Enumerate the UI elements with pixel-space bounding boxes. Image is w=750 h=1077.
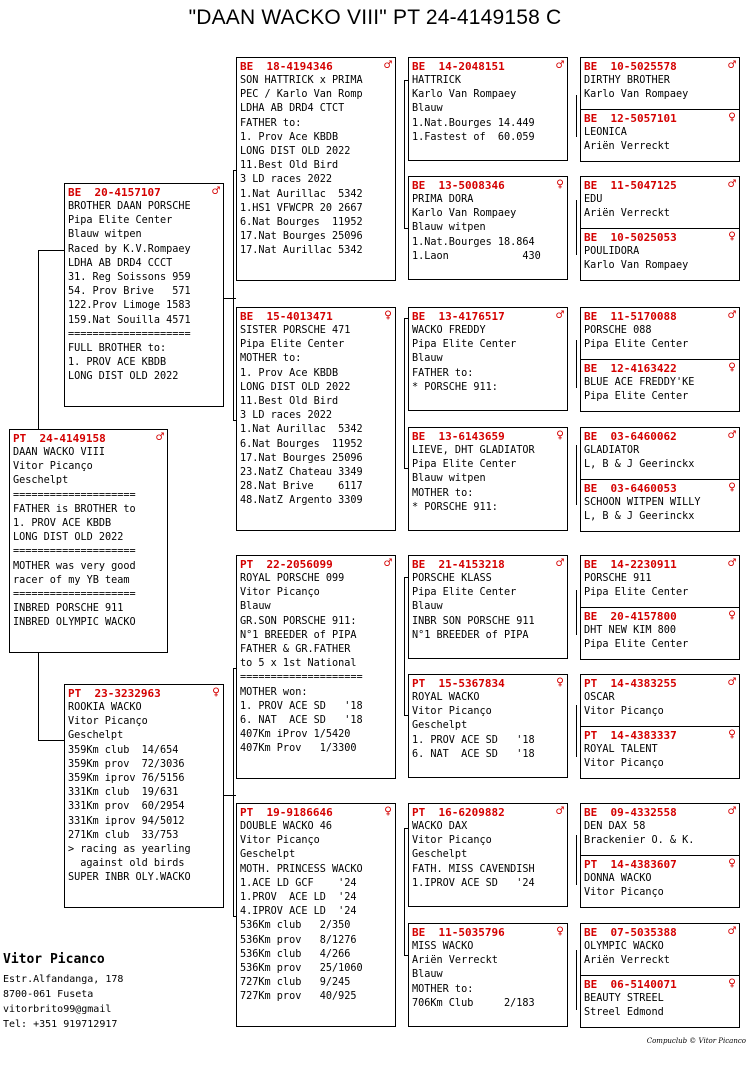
male-icon: ♂ <box>556 556 564 571</box>
pedigree-card-father[interactable] <box>64 183 224 407</box>
card-line: 359Km iprov 76/5156 <box>68 773 185 785</box>
pedigree-card-gen3[interactable] <box>408 803 568 907</box>
card-line: DEN DAX 58 <box>584 821 646 832</box>
female-icon: ♀ <box>556 675 564 690</box>
connector-line <box>576 705 577 757</box>
male-icon: ♂ <box>728 308 736 323</box>
pedigree-card-gen4[interactable] <box>580 479 740 532</box>
ring-number: BE 14-2230911 <box>584 558 677 571</box>
card-line: 1.IPROV ACE SD '24 <box>412 877 535 889</box>
card-line: SISTER PORSCHE 471 <box>240 325 351 336</box>
card-line: to 5 x 1st National <box>240 658 357 670</box>
card-line: N°1 BREEDER of PIPA <box>412 629 529 641</box>
card-line: GR.SON PORSCHE 911: <box>240 615 357 627</box>
card-line: 1.HS1 VFWCPR 20 2667 <box>240 202 363 214</box>
ring-number: PT 14-4383607 <box>584 858 677 871</box>
card-line: Blauw witpen <box>412 473 486 485</box>
male-icon: ♂ <box>556 58 564 73</box>
card-line: DIRTHY BROTHER <box>584 75 670 86</box>
connector-line <box>233 170 234 420</box>
card-line: FATH. MISS CAVENDISH <box>412 863 535 875</box>
male-icon: ♂ <box>728 675 736 690</box>
connector-line <box>404 80 405 228</box>
card-line: WACKO DAX <box>412 821 468 832</box>
card-line: MOTHER to: <box>240 353 302 365</box>
card-line: LONG DIST OLD 2022 <box>240 146 351 158</box>
card-line: GLADIATOR <box>584 445 640 456</box>
male-icon: ♂ <box>728 177 736 192</box>
connector-line <box>404 318 405 468</box>
card-line: Vitor Picanço <box>584 706 664 718</box>
ring-number: BE 13-5008346 <box>412 179 505 192</box>
pedigree-card-paternal-grandmother[interactable] <box>236 307 396 531</box>
card-line: 3 LD races 2022 <box>240 410 333 422</box>
connector-line <box>404 577 405 715</box>
connector-line <box>576 590 577 635</box>
card-line: BLUE ACE FREDDY'KE <box>584 377 695 388</box>
card-line: DHT NEW KIM 800 <box>584 625 677 636</box>
card-line: MOTHER to: <box>412 487 474 499</box>
card-line: 17.Nat Aurillac 5342 <box>240 245 363 257</box>
card-line: 3 LD races 2022 <box>240 174 333 186</box>
card-line: 727Km club 9/245 <box>240 977 351 989</box>
ring-number: PT 24-4149158 <box>13 432 106 445</box>
pedigree-card-gen3[interactable] <box>408 176 568 280</box>
connector-line <box>576 950 577 1010</box>
pedigree-card-gen4[interactable] <box>580 975 740 1028</box>
card-line: 536Km prov 25/1060 <box>240 963 363 975</box>
card-line: FATHER to: <box>412 367 474 379</box>
card-line: 159.Nat Souilla 4571 <box>68 314 191 326</box>
card-line: N°1 BREEDER of PIPA <box>240 629 357 641</box>
male-icon: ♂ <box>384 556 392 571</box>
pedigree-card-mother[interactable] <box>64 684 224 908</box>
female-icon: ♀ <box>212 685 220 700</box>
card-line: 48.NatZ Argento 3309 <box>240 495 363 507</box>
card-line: Pipa Elite Center <box>584 391 689 403</box>
card-line: against old birds <box>68 858 185 870</box>
card-line: FATHER to: <box>240 117 302 129</box>
card-line: Pipa Elite Center <box>68 215 173 227</box>
card-line: Pipa Elite Center <box>412 459 517 471</box>
card-line: 359Km club 14/654 <box>68 744 179 756</box>
male-icon: ♂ <box>556 308 564 323</box>
card-line: Vitor Picanço <box>240 835 320 847</box>
card-line: SCHOON WITPEN WILLY <box>584 497 701 508</box>
card-line: PORSCHE 911 <box>584 573 652 584</box>
ring-number: PT 23-3232963 <box>68 687 161 700</box>
male-icon: ♂ <box>728 58 736 73</box>
card-line: DOUBLE WACKO 46 <box>240 821 333 832</box>
card-line: Karlo Van Rompaey <box>584 89 689 101</box>
card-line: 536Km prov 8/1276 <box>240 934 357 946</box>
card-line: MOTH. PRINCESS WACKO <box>240 863 363 875</box>
connector-line <box>576 95 577 137</box>
ring-number: BE 12-4163422 <box>584 362 677 375</box>
female-icon: ♀ <box>728 608 736 623</box>
ring-number: BE 09-4332558 <box>584 806 677 819</box>
card-line: 17.Nat Bourges 25096 <box>240 452 363 464</box>
ring-number: BE 20-4157800 <box>584 610 677 623</box>
card-line: Pipa Elite Center <box>412 587 517 599</box>
card-line: Brackenier O. & K. <box>584 835 695 847</box>
pedigree-card-gen3[interactable] <box>408 307 568 411</box>
pedigree-card-gen3[interactable] <box>408 427 568 531</box>
ring-number: PT 14-4383337 <box>584 729 677 742</box>
card-line: BROTHER DAAN PORSCHE <box>68 201 191 212</box>
card-line: ROYAL TALENT <box>584 744 658 755</box>
male-icon: ♂ <box>556 804 564 819</box>
card-line: INBRED PORSCHE 911 <box>13 603 124 615</box>
card-line: 28.Nat Brive 6117 <box>240 481 363 493</box>
card-line: LONG DIST OLD 2022 <box>240 381 351 393</box>
connector-line <box>576 835 577 885</box>
card-line: 331Km iprov 94/5012 <box>68 815 185 827</box>
connector-line <box>576 340 577 388</box>
card-line: Ariën Verreckt <box>584 208 670 220</box>
card-line: 1.Nat Aurillac 5342 <box>240 424 363 436</box>
connector-line <box>38 652 39 740</box>
card-line: Vitor Picanço <box>13 461 93 473</box>
card-line: MISS WACKO <box>412 941 474 952</box>
pedigree-card-gen4[interactable] <box>580 109 740 162</box>
card-line: 271Km club 33/753 <box>68 829 179 841</box>
owner-email[interactable]: vitorbrito99@gmail <box>3 1004 112 1015</box>
pedigree-card-gen4[interactable] <box>580 726 740 779</box>
card-line: Streel Edmond <box>584 1007 664 1019</box>
ring-number: BE 11-5047125 <box>584 179 677 192</box>
card-line: FULL BROTHER to: <box>68 343 167 355</box>
ring-number: PT 22-2056099 <box>240 558 333 571</box>
card-line: 1. PROV ACE SD '18 <box>240 700 363 712</box>
card-line: 1.PROV ACE LD '24 <box>240 892 357 904</box>
ring-number: BE 11-5035796 <box>412 926 505 939</box>
card-line: MOTHER won: <box>240 686 308 698</box>
card-line: FATHER is BROTHER to <box>13 503 136 515</box>
card-line: Pipa Elite Center <box>240 339 345 351</box>
card-line: 17.Nat Bourges 25096 <box>240 231 363 243</box>
card-line: 54. Prov Brive 571 <box>68 286 191 298</box>
card-line: LDHA AB DRD4 CCCT <box>68 257 173 269</box>
card-line: INBRED OLYMPIC WACKO <box>13 617 136 629</box>
card-line: * PORSCHE 911: <box>412 381 498 393</box>
female-icon: ♀ <box>728 480 736 495</box>
card-line: Blauw witpen <box>412 222 486 234</box>
card-line: Vitor Picanço <box>584 758 664 770</box>
ring-number: PT 16-6209882 <box>412 806 505 819</box>
card-line: 11.Best Old Bird <box>240 396 339 408</box>
card-line: 1. Prov Ace KBDB <box>240 131 339 143</box>
card-line: 23.NatZ Chateau 3349 <box>240 467 363 479</box>
card-line: Vitor Picanço <box>412 706 492 718</box>
female-icon: ♀ <box>556 428 564 443</box>
card-line: OSCAR <box>584 692 615 703</box>
female-icon: ♀ <box>728 856 736 871</box>
pedigree-card-gen4[interactable] <box>580 57 740 110</box>
card-line: LIEVE, DHT GLADIATOR <box>412 445 535 456</box>
card-line: OLYMPIC WACKO <box>584 941 664 952</box>
card-line: Blauw witpen <box>68 229 142 241</box>
card-line: L, B & J Geerinckx <box>584 459 695 471</box>
card-line: Ariën Verreckt <box>412 955 498 967</box>
card-line: Blauw <box>412 969 443 981</box>
connector-line <box>576 200 577 255</box>
connector-line <box>404 828 405 955</box>
ring-number: BE 15-4013471 <box>240 310 333 323</box>
card-line: Vitor Picanço <box>584 887 664 899</box>
card-line: 6. NAT ACE SD '18 <box>412 748 535 760</box>
connector-line <box>233 668 234 916</box>
card-line: racer of my YB team <box>13 574 130 586</box>
ring-number: BE 14-2048151 <box>412 60 505 73</box>
card-line: DAAN WACKO VIII <box>13 447 106 458</box>
female-icon: ♀ <box>728 229 736 244</box>
pedigree-card-gen3[interactable] <box>408 923 568 1027</box>
pedigree-card-maternal-grandfather[interactable] <box>236 555 396 779</box>
card-line: 6. NAT ACE SD '18 <box>240 715 363 727</box>
card-line: Ariën Verreckt <box>584 955 670 967</box>
female-icon: ♀ <box>728 976 736 991</box>
ring-number: BE 03-6460062 <box>584 430 677 443</box>
card-line: Pipa Elite Center <box>412 339 517 351</box>
card-line: PEC / Karlo Van Romp <box>240 89 363 101</box>
card-line: PRIMA DORA <box>412 194 474 205</box>
card-line: DONNA WACKO <box>584 873 652 884</box>
card-line: 122.Prov Limoge 1583 <box>68 300 191 312</box>
pedigree-card-gen3[interactable] <box>408 57 568 161</box>
card-line: 1. Prov Ace KBDB <box>240 367 339 379</box>
ring-number: PT 15-5367834 <box>412 677 505 690</box>
ring-number: BE 10-5025578 <box>584 60 677 73</box>
card-line: 407Km iProv 1/5420 <box>240 729 351 741</box>
card-line: Blauw <box>412 353 443 365</box>
card-line: Vitor Picanço <box>412 835 492 847</box>
card-line: Karlo Van Rompaey <box>412 89 517 101</box>
connector-line <box>224 795 236 796</box>
card-line: WACKO FREDDY <box>412 325 486 336</box>
male-icon: ♂ <box>212 184 220 199</box>
ring-number: BE 13-6143659 <box>412 430 505 443</box>
connector-line <box>38 250 39 433</box>
ring-number: PT 19-9186646 <box>240 806 333 819</box>
owner-address: Estr.Alfandanga, 178 <box>3 974 124 985</box>
pedigree-card-gen4[interactable] <box>580 228 740 281</box>
card-line: Geschelpt <box>68 730 124 742</box>
card-line: 1. PROV ACE KBDB <box>13 518 112 530</box>
card-line: SUPER INBR OLY.WACKO <box>68 872 191 884</box>
card-line: Blauw <box>412 103 443 115</box>
card-line: 331Km prov 60/2954 <box>68 801 185 813</box>
card-line: FATHER & GR.FATHER <box>240 644 351 656</box>
card-line: 359Km prov 72/3036 <box>68 758 185 770</box>
male-icon: ♂ <box>728 804 736 819</box>
male-icon: ♂ <box>728 428 736 443</box>
female-icon: ♀ <box>556 924 564 939</box>
card-line: ROOKIA WACKO <box>68 702 142 713</box>
card-line: 1.Laon 430 <box>412 250 541 262</box>
card-line: HATTRICK <box>412 75 462 86</box>
ring-number: BE 21-4153218 <box>412 558 505 571</box>
ring-number: PT 14-4383255 <box>584 677 677 690</box>
female-icon: ♀ <box>728 727 736 742</box>
pedigree-card-maternal-grandmother[interactable] <box>236 803 396 1027</box>
card-line: PORSCHE 088 <box>584 325 652 336</box>
female-icon: ♀ <box>728 360 736 375</box>
card-line: 536Km club 2/350 <box>240 920 351 932</box>
female-icon: ♀ <box>384 308 392 323</box>
card-line: POULIDORA <box>584 246 640 257</box>
card-line: MOTHER was very good <box>13 560 136 572</box>
female-icon: ♀ <box>728 110 736 125</box>
card-line: 1. PROV ACE KBDB <box>68 357 167 369</box>
pedigree-card-gen4[interactable] <box>580 427 740 480</box>
page-title: "DAAN WACKO VIII" PT 24-4149158 C <box>188 6 562 29</box>
owner-postal-code: 8700-061 Fuseta <box>3 989 94 1000</box>
card-line: ==================== <box>240 672 363 684</box>
ring-number: BE 03-6460053 <box>584 482 677 495</box>
card-line: Geschelpt <box>412 849 468 861</box>
card-line: 1.Nat Aurillac 5342 <box>240 188 363 200</box>
connector-line <box>576 445 577 505</box>
pedigree-card-gen4[interactable] <box>580 855 740 908</box>
owner-name: Vitor Picanco <box>3 952 105 967</box>
card-line: 1.Nat.Bourges 14.449 <box>412 117 535 129</box>
card-line: ==================== <box>13 546 136 558</box>
card-line: LONG DIST OLD 2022 <box>68 371 179 383</box>
male-icon: ♂ <box>156 430 164 445</box>
card-line: 331Km club 19/631 <box>68 787 179 799</box>
ring-number: BE 12-5057101 <box>584 112 677 125</box>
card-line: 1.Fastest of 60.059 <box>412 131 535 143</box>
card-line: LONG DIST OLD 2022 <box>13 532 124 544</box>
card-line: 407Km Prov 1/3300 <box>240 743 357 755</box>
ring-number: BE 06-5140071 <box>584 978 677 991</box>
card-line: LDHA AB DRD4 CTCT <box>240 103 345 115</box>
card-line: 6.Nat Bourges 11952 <box>240 217 363 229</box>
card-line: ==================== <box>13 489 136 501</box>
pedigree-card-gen4[interactable] <box>580 176 740 229</box>
card-line: SON HATTRICK x PRIMA <box>240 75 363 86</box>
ring-number: BE 13-4176517 <box>412 310 505 323</box>
ring-number: BE 07-5035388 <box>584 926 677 939</box>
pedigree-card-gen4[interactable] <box>580 607 740 660</box>
card-line: 6.Nat Bourges 11952 <box>240 438 363 450</box>
card-line: 4.IPROV ACE LD '24 <box>240 906 357 918</box>
card-line: 727Km prov 40/925 <box>240 991 357 1003</box>
card-line: L, B & J Geerinckx <box>584 511 695 523</box>
female-icon: ♀ <box>384 804 392 819</box>
card-line: Karlo Van Rompaey <box>412 208 517 220</box>
pedigree-card-gen3[interactable] <box>408 674 568 778</box>
card-line: ==================== <box>68 328 191 340</box>
card-line: 1. PROV ACE SD '18 <box>412 734 535 746</box>
ring-number: BE 11-5170088 <box>584 310 677 323</box>
card-line: ROYAL PORSCHE 099 <box>240 573 345 584</box>
card-line: Geschelpt <box>412 720 468 732</box>
card-line: EDU <box>584 194 603 205</box>
card-line: Raced by K.V.Rompaey <box>68 243 191 255</box>
ring-number: BE 18-4194346 <box>240 60 333 73</box>
card-line: * PORSCHE 911: <box>412 501 498 513</box>
pedigree-card-gen4[interactable] <box>580 307 740 360</box>
connector-line <box>224 298 236 299</box>
card-line: ROYAL WACKO <box>412 692 480 703</box>
card-line: Pipa Elite Center <box>584 639 689 651</box>
card-line: Geschelpt <box>240 849 296 861</box>
card-line: 1.Nat.Bourges 18.864 <box>412 236 535 248</box>
pedigree-card-gen4[interactable] <box>580 923 740 976</box>
card-line: Vitor Picanço <box>240 587 320 599</box>
card-line: PORSCHE KLASS <box>412 573 492 584</box>
ring-number: BE 20-4157107 <box>68 186 161 199</box>
card-line: MOTHER to: <box>412 983 474 995</box>
footer-credit: Compuclub © Vitor Picanco <box>646 1037 746 1045</box>
pedigree-card-gen4[interactable] <box>580 674 740 727</box>
card-line: 1.ACE LD GCF '24 <box>240 877 357 889</box>
card-line: Ariën Verreckt <box>584 141 670 153</box>
male-icon: ♂ <box>728 556 736 571</box>
connector-line <box>38 250 65 251</box>
ring-number: BE 10-5025053 <box>584 231 677 244</box>
card-line: Pipa Elite Center <box>584 587 689 599</box>
card-line: Blauw <box>412 601 443 613</box>
card-line: 536Km club 4/266 <box>240 948 351 960</box>
pedigree-card-gen4[interactable] <box>580 359 740 412</box>
male-icon: ♂ <box>728 924 736 939</box>
card-line: 706Km Club 2/183 <box>412 997 535 1009</box>
card-line: 31. Reg Soissons 959 <box>68 272 191 284</box>
card-line: Vitor Picanço <box>68 716 148 728</box>
card-line: Pipa Elite Center <box>584 339 689 351</box>
card-line: INBR SON PORSCHE 911 <box>412 615 535 627</box>
card-line: Geschelpt <box>13 475 69 487</box>
card-line: ==================== <box>13 589 136 601</box>
connector-line <box>38 740 65 741</box>
card-line: 11.Best Old Bird <box>240 160 339 172</box>
male-icon: ♂ <box>384 58 392 73</box>
pedigree-card-gen3[interactable] <box>408 555 568 659</box>
card-line: LEONICA <box>584 127 627 138</box>
female-icon: ♀ <box>556 177 564 192</box>
pedigree-card-gen4[interactable] <box>580 555 740 608</box>
card-line: BEAUTY STREEL <box>584 993 664 1004</box>
pedigree-card-subject[interactable] <box>9 429 168 653</box>
owner-phone: Tel: +351 919712917 <box>3 1019 118 1030</box>
card-line: Karlo Van Rompaey <box>584 260 689 272</box>
pedigree-card-gen4[interactable] <box>580 803 740 856</box>
card-line: Blauw <box>240 601 271 613</box>
pedigree-card-paternal-grandfather[interactable] <box>236 57 396 281</box>
card-line: > racing as yearling <box>68 844 191 856</box>
